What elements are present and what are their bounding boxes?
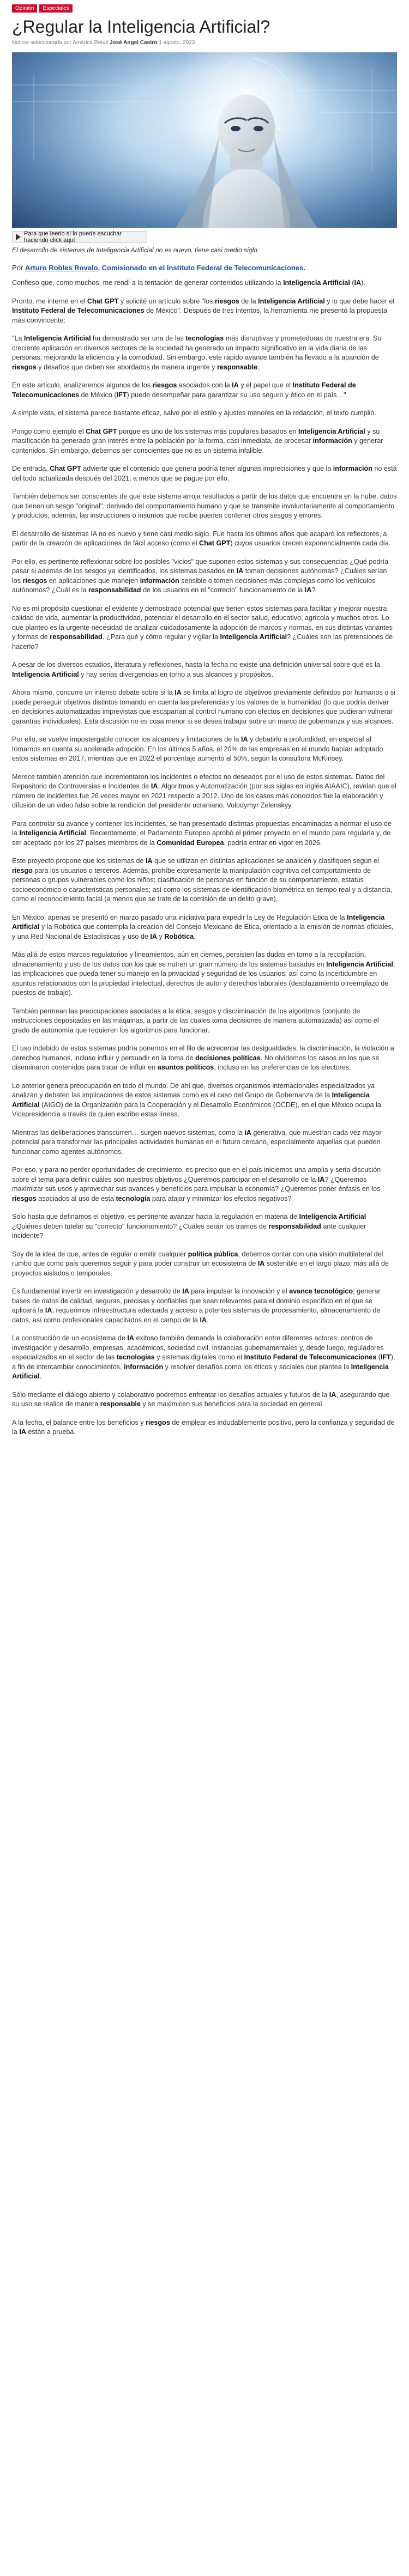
text-run: Por ello, se vuelve impostergable conocer los alcances y limitaciones de la: [12, 736, 242, 743]
text-run: en aplicaciones que manejen: [47, 576, 140, 585]
author-prefix: Por: [12, 264, 23, 272]
article-paragraph: [12, 773, 397, 811]
text-run: (: [350, 279, 354, 287]
text-run: ante cualquier incidente?: [12, 1222, 366, 1240]
bold-term: IA: [182, 1287, 189, 1295]
play-icon: [16, 234, 21, 240]
text-run: . ¿Para qué y cómo regular y vigilar la: [102, 633, 220, 641]
article-paragraph: [12, 492, 397, 521]
byline-author[interactable]: José Angel Castro: [109, 40, 158, 46]
text-run: asociados con la: [177, 381, 232, 389]
text-run: Pronto, me interné en el: [12, 297, 87, 305]
text-run: .: [194, 932, 196, 940]
text-run: y generar contenidos. Sin embargo, debemos ser conscientes que no es un sistema infalible.: [12, 437, 383, 454]
bold-term: Inteligencia Artificial: [258, 297, 325, 305]
text-run: Soy de la idea de que, antes de regular o emitir cualquier: [12, 1250, 188, 1258]
tag-especiales[interactable]: Especiales: [39, 4, 72, 13]
article-paragraph: [12, 735, 397, 764]
article-paragraph: [12, 1082, 397, 1120]
text-run: A pesar de los diversos estudios, literatura y reflexiones, hasta la fecha no existe una definición universal sobre qué es la: [12, 661, 380, 669]
text-run: Es fundamental invertir en investigación y desarrollo de: [12, 1287, 183, 1295]
text-run: También permean las preocupaciones asociadas a la ética, sesgos y discriminación de los algoritmos (conjunto de instrucciones depositadas en las máquinas, a partir de las cuales toma decisiones de manera automatizada) así como el grado de autonomía que requieren los algoritmos para funcionar.: [12, 1007, 379, 1034]
text-run: y se maximicen sus beneficios para la sociedad en general.: [140, 1400, 324, 1408]
article-paragraph: [12, 334, 397, 372]
byline-date: 1 agosto, 2023: [159, 40, 195, 46]
tag-opinion[interactable]: Opinión: [12, 4, 37, 13]
bold-term: Chat GPT: [87, 297, 119, 305]
text-run: de la: [239, 297, 258, 305]
text-run: El desarrollo de sistemas IA no es nuevo y tiene casi medio siglo. Fue hasta los últimos años que acaparó los reflectores, a partir de la creación de aplicaciones de fácil acceso (como el: [12, 530, 387, 547]
text-run: ha demostrado ser una de las: [91, 335, 186, 342]
text-run: ? ¿Queremos maximizar sus usos y aprovechar sus avances y beneficios para impulsar la economía? ¿Queremos poner énfasis en los: [12, 1175, 381, 1193]
article-paragraph: [12, 1250, 397, 1279]
author-line: [12, 264, 397, 272]
text-run: Merece también atención que incrementaron los incidentes o efectos no deseados por el uso de estos sistemas. Datos del Repositorio de Controversias e Incidentes de: [12, 773, 385, 790]
bold-term: Instituto Federal de Telecomunicaciones: [12, 307, 145, 314]
article-paragraph: [12, 856, 397, 904]
text-run: A simple vista, el sistema parece bastante eficaz, salvo por el estilo y ajustes menores en la redacción, el texto cumplió.: [12, 409, 376, 417]
text-run: ) puede desempeñar para garantizar su uso seguro y ético en el país…": [127, 391, 346, 399]
article-paragraph: [12, 1128, 397, 1157]
bold-term: Inteligencia Artificial: [12, 670, 79, 678]
article-paragraph: [12, 297, 397, 326]
bold-term: IA: [45, 1307, 52, 1314]
article-paragraph: [12, 1390, 397, 1409]
text-run: , incluso en las preferencias de los electores.: [214, 1064, 351, 1071]
bold-term: información: [124, 1363, 164, 1371]
byline: [12, 40, 397, 46]
article-paragraph: [12, 427, 397, 456]
text-run: Mientras las deliberaciones transcurren… surgen nuevos sistemas, como la: [12, 1128, 245, 1137]
article-paragraph: [12, 1007, 397, 1036]
text-run: ?: [311, 586, 316, 594]
text-run: . No olvidemos los casos en los que se diseminaron contenidos para tratar de influir en: [12, 1054, 380, 1071]
bold-term: información: [312, 437, 352, 445]
bold-term: información: [333, 465, 372, 472]
text-run: y el papel que el: [238, 381, 293, 389]
text-run: También debemos ser conscientes de que este sistema arroja resultados a partir de los datos que encuentra en la nube, datos que tienen un sesgo "original", derivado del comportamiento humano y que se transmite involuntariamente al comportamiento y productos; además, las instrucciones o insumos que recibe pueden contener otros sesgos y errores.: [12, 493, 397, 519]
bold-term: Inteligencia Artificial: [12, 1363, 389, 1380]
bold-term: Instituto Federal de Telecomunicaciones: [12, 381, 356, 399]
text-run: La construcción de un ecosistema de: [12, 1334, 128, 1342]
text-run: y sistemas digitales como el: [154, 1353, 244, 1361]
text-run: .: [207, 1316, 209, 1324]
bold-term: IA: [317, 1175, 325, 1183]
bold-term: avance tecnológico: [289, 1287, 353, 1295]
text-run: , debemos contar con una visión multilateral del rumbo que como país queremos seguir y para poder construir un ecosistema de: [12, 1250, 383, 1267]
bold-term: responsabilidad: [88, 586, 141, 594]
text-run: toman decisiones autónomas? ¿Cuáles serían los: [12, 567, 387, 585]
author-link[interactable]: Arturo Robles Rovalo: [25, 264, 98, 272]
text-run: ? ¿Cuáles son las pretensiones de hacerlo?: [12, 633, 393, 651]
text-run: ), a fin de intercambiar conocimientos,: [12, 1353, 395, 1371]
text-run: y solicité un artículo sobre "los: [118, 297, 215, 305]
article-paragraph: [12, 409, 397, 418]
article-paragraph: [12, 1287, 397, 1325]
bold-term: Inteligencia Artificial: [12, 913, 385, 931]
text-run: De entrada,: [12, 465, 50, 472]
article-title: ¿Regular la Inteligencia Artificial?: [12, 17, 270, 37]
article-paragraph: [12, 1418, 397, 1437]
bold-term: Inteligencia Artificial: [298, 427, 365, 435]
article-paragraph: [12, 688, 397, 726]
article-paragraph: [12, 530, 397, 549]
listen-audio-button[interactable]: [12, 231, 147, 243]
bold-term: riesgos: [214, 297, 239, 305]
text-run: Más allá de estos marcos regulatorios y lineamientos, aún en ciernes, persisten las dudas en torno a la recopilación, almacenamiento y uso de los datos con los que se nutren un gran número de los sistemas basados en: [12, 951, 366, 968]
text-run: de los usuarios en el "correcto" funcionamiento de la: [141, 586, 305, 594]
text-run: para los usuarios o terceros. Además, prohíbe expresamente la manipulación cognitiva del comportamiento de personas o grupos vulnerables como los niños; clasificación de personas en función de su comportamiento, estatus socioeconómico o características personales; así como los sistemas de identificación biométrica en tiempo real y a distancia, como el reconocimiento facial (a menos que se trate de la comisión de un delito grave).: [12, 866, 393, 903]
bold-term: IFT: [116, 391, 127, 399]
text-run: . Recientemente, el Parlamento Europeo aprobó el primer proyecto en el mundo para regularla y, de ser aceptado por los 27 países miembros de la: [12, 829, 391, 847]
text-run: Lo anterior genera preocupación en todo el mundo. De ahí que, diversos organismos internacionales especializados ya analizan y debaten las implicaciones de estos sistemas como es el caso del Grupo de Gobernanza de la: [12, 1082, 375, 1099]
text-run: No es mi propósito cuestionar el evidente y demostrado potencial que tienen estos sistemas para facilitar y mejorar nuestra calidad de vida, aumentar la productividad, potenciar el desarrollo en el sector salud, educativo, agrícola y muchos otros. Lo que planteo es la urgente necesidad de analizar cuidadosamente la adopción de marcos y normas, en sus distintas variantes y formas de: [12, 604, 393, 641]
bold-term: IA: [354, 279, 362, 287]
text-run: Pongo como ejemplo el: [12, 427, 86, 435]
text-run: ; requerimos infraestructura adecuada y acceso a potentes sistemas de procesamiento, almacenamiento de datos, así como profesionales capacitados en el campo de la: [12, 1307, 381, 1324]
bold-term: tecnologías: [116, 1353, 155, 1361]
bold-term: riesgos: [12, 1194, 37, 1202]
article-paragraph: [12, 604, 397, 652]
text-run: Sólo mediante el diálogo abierto y colaborativo podremos enfrentar los desafíos actuales y futuros de la: [12, 1390, 329, 1399]
bold-term: Inteligencia Artificial: [283, 279, 350, 287]
bold-term: responsabilidad: [50, 633, 103, 641]
bold-term: riesgo: [12, 866, 33, 874]
image-caption: El desarrollo de sistemas de Inteligencia Artificial no es nuevo, tiene casi medio siglo.: [12, 246, 260, 254]
text-run: para impulsar la innovación y el: [189, 1287, 290, 1295]
text-run: ) cuyos usuarios crecen exponencialmente cada día.: [230, 539, 391, 547]
text-run: Este proyecto propone que los sistemas de: [12, 857, 146, 865]
text-run: para atajar y minimizar los efectos negativos?: [150, 1194, 292, 1202]
text-run: ; las implicaciones que pueda tener su manejo en la privacidad y seguridad de los usuarios; así como la incertidumbre en asuntos relacionados con la propiedad intelectual, derechos de autor y derechos laborales (desplazamiento o reemplazo de puestos de trabajo).: [12, 960, 395, 997]
bold-term: IA: [244, 1128, 251, 1137]
category-tags: [12, 4, 397, 13]
text-run: y la Robótica que contempla la creación del Consejo Mexicano de Ética, orientado a la emisión de normas oficiales, y una Red Nacional de Estadísticas y uso de: [12, 923, 394, 940]
text-run: En México, apenas se presentó en marzo pasado una iniciativa para expedir la Ley de Regulación Ética de la: [12, 913, 347, 921]
bold-term: IA: [150, 932, 158, 940]
bold-term: IA: [257, 1260, 265, 1267]
listen-label: Para que leerlo sí lo puede escuchar haciendo click aquí: [24, 230, 122, 244]
bold-term: Inteligencia Artificial: [23, 335, 91, 342]
text-run: Por ello, es pertinente reflexionar sobre los posibles "vicios" que suponen estos sistemas y sus consecuencias ¿Qué podría pasar si además de los sesgos ya identificados, los sistemas basados en: [12, 557, 389, 575]
text-run: y su masificación ha generado gran interés entre la población por la forma, casi inmediata, de procesar: [12, 427, 380, 445]
text-run: ; generar bases de datos de calidad, seguras, precisas y confiables que sean relevantes para el dominio específico en el que se aplicará la: [12, 1287, 381, 1314]
article-paragraph: [12, 464, 397, 483]
text-run: que se utilizan en distintas aplicaciones se analicen y clasifiquen según el: [152, 857, 379, 865]
text-run: Confieso que, como muchos, me rendí a la tentación de generar contenidos utilizando la: [12, 279, 284, 287]
text-run: y hay serias divergencias en torno a sus alcances y propósitos.: [79, 670, 274, 678]
text-run: A la fecha, el balance entre los beneficios y: [12, 1418, 146, 1426]
text-run: y resolver desafíos como los éticos y sociales que plantea la: [163, 1363, 351, 1371]
robot-ai-illustration-icon: [12, 52, 397, 228]
bold-term: Inteligencia Artificial: [12, 1091, 370, 1109]
bold-term: Comunidad Europea: [157, 839, 224, 847]
article-paragraph: [12, 913, 397, 942]
article-paragraph: [12, 950, 397, 998]
bold-term: Inteligencia Artificial: [19, 829, 87, 837]
text-run: advierte que el contenido que genera podría tener algunas imprecisiones y que la: [81, 465, 333, 472]
bold-term: IA: [146, 857, 153, 865]
bold-term: IA: [232, 381, 239, 389]
bold-term: decisiones políticas: [195, 1054, 261, 1062]
text-run: exitoso también demanda la colaboración entre diferentes actores: centros de investigación y desarrollo, empresas, académicos, sociedad civil, instancias gubernamentales y, desde luego, reguladores especializados en el sector de las: [12, 1334, 384, 1361]
text-run: Para controlar su avance y contener los incidentes, se han presentado distintas propuestas encaminadas a normar el uso de la: [12, 819, 392, 837]
bold-term: IA: [236, 567, 244, 575]
bold-term: riesgos: [22, 576, 47, 585]
text-run: se limita al logro de objetivos previamente definidos por humanos o si puede perseguir objetivos distintos tomando en cuenta las preferencias y los valores de la humanidad (lo que podría derivar en decisiones automatizadas imprevistas que escaparían al control humano con efectos en decisiones que pudieran vulnerar garantías individuales). Esta discusión no es cosa menor si se desea trabajar sobre un marco de gobernanza y sus alcances.: [12, 689, 395, 725]
article-paragraph: [12, 278, 397, 288]
bold-term: Inteligencia Artificial: [299, 1213, 366, 1220]
article-paragraph: [12, 819, 397, 848]
bold-term: Chat GPT: [199, 539, 231, 547]
text-run: (: [376, 1353, 381, 1361]
text-run: .: [257, 363, 260, 371]
bold-term: Robótica: [164, 932, 194, 940]
hero-image: [12, 52, 397, 228]
text-run: y debatirlo a profundidad, en especial al tomarnos en cuenta su acelerada adopción. En los últimos 5 años, el 20% de las empresas en el mundo habían adoptado estos sistemas en 2017, mientras que en 2022 el porcentaje aumentó al 50%, según la consultora McKinsey.: [12, 736, 383, 762]
bold-term: IA: [241, 736, 248, 743]
text-run: y: [157, 932, 165, 940]
text-run: y lo que debe hacer el: [324, 297, 395, 305]
byline-prefix: Noticia seleccionada por América Retail: [12, 40, 109, 46]
bold-term: asuntos políticos: [157, 1064, 214, 1071]
text-run: de emplear es indudablemente positivo, pero la confianza y seguridad de la: [12, 1418, 395, 1436]
bold-term: política pública: [188, 1250, 238, 1258]
text-run: ).: [361, 279, 365, 287]
article-paragraph: [12, 660, 397, 679]
text-run: "La: [12, 335, 24, 342]
text-run: no está del todo actualizada después del 2021, a menos que se pague por ello.: [12, 465, 397, 482]
bold-term: tecnologías: [185, 335, 224, 342]
text-run: , podría entrar en vigor en 2026.: [224, 839, 322, 847]
bold-term: Chat GPT: [86, 427, 117, 435]
bold-term: IA: [329, 1390, 336, 1399]
article-paragraph: [12, 1334, 397, 1382]
bold-term: riesgos: [152, 381, 177, 389]
bold-term: Inteligencia Artificial: [326, 960, 393, 968]
bold-term: IA: [200, 1316, 207, 1324]
text-run: sostenible en el largo plazo, más allá de proyectos aislados o temporales.: [12, 1260, 389, 1277]
text-run: Ahora mismo, concurre un intenso debate sobre si la: [12, 689, 175, 696]
bold-term: IA: [304, 586, 312, 594]
text-run: más disruptivas y prometedoras de nuestra era. Su creciente aplicación en diversos sectores de la sociedad ha generado un impacto significativo en la vida diaria de las personas, mejorando la eficiencia y la comodidad. Sin embargo, este rápido avance también ha llevado a la aparición de: [12, 335, 382, 361]
bold-term: Inteligencia Artificial: [220, 633, 287, 641]
bold-term: riesgos: [146, 1418, 170, 1426]
author-role: , Comisionado en el Instituto Federal de Telecomunicaciones.: [98, 264, 305, 272]
article-paragraph: [12, 1044, 397, 1073]
article-paragraph: [12, 1165, 397, 1204]
bold-term: riesgos: [12, 363, 37, 371]
bold-term: tecnología: [116, 1194, 151, 1202]
bold-term: Chat GPT: [50, 465, 81, 472]
bold-term: información: [140, 576, 179, 585]
article-paragraph: [12, 1212, 397, 1241]
bold-term: Instituto Federal de Telecomunicaciones: [244, 1353, 377, 1361]
bold-term: responsabilidad: [268, 1222, 321, 1230]
text-run: , Algoritmos y Automatización (por sus siglas en inglés AIAAIC), revelan que el número de incidentes fue 26 veces mayor en 2021 respecto a 2012. Uno de los casos más conocidos fue la elaboración y difusión de un video falso sobre la rendición del presidente ucraniano, Volodymyr Zelenskyy.: [12, 782, 396, 809]
text-run: Por eso, y para no perder oportunidades de crecimiento, es preciso que en el país iniciemos una amplia y seria discusión sobre el tema para definir cuáles son nuestros objetivos ¿Queremos participar en el desarrollo de la: [12, 1166, 381, 1183]
article-paragraph: [12, 557, 397, 596]
text-run: y desafíos que deben ser abordados de manera urgente y: [36, 363, 217, 371]
text-run: .: [39, 1372, 41, 1380]
bold-term: IA: [151, 782, 158, 790]
text-run: están a prueba.: [26, 1428, 76, 1436]
text-run: , asegurando que su uso se realice de manera: [12, 1390, 390, 1408]
text-run: porque es uno de los sistemas más populares basados en: [117, 427, 299, 435]
bold-term: IA: [19, 1428, 26, 1436]
text-run: asociados al uso de esta: [36, 1194, 116, 1202]
bold-term: responsable: [100, 1400, 141, 1408]
article-body: [12, 278, 397, 1437]
text-run: (AIGO) de la Organización para la Cooperación y el Desarrollo Económicos (OCDE), en el que México ocupa la Vicepresidencia a través de quien escribe estas líneas.: [12, 1101, 381, 1118]
text-run: ¿Quiénes deben tutelar su "correcto" funcionamiento? ¿Cuáles serán los tramos de: [12, 1222, 269, 1230]
text-run: de México". Después de tres intentos, la herramienta me presentó la propuesta más convincente:: [12, 307, 388, 324]
text-run: generativa, que muestran cada vez mayor potencial para transformar las principales actividades humanas en el futuro cercano, especialmente aquellas que pueden funcionar como agentes autónomos.: [12, 1128, 382, 1156]
bold-term: IA: [175, 689, 182, 696]
text-run: de México (: [79, 391, 117, 399]
text-run: El uso indebido de estos sistemas podría ponernos en el filo de acrecentar las desigualdades, la discriminación, la violación a derechos humanos, incluso influir y persuadir en la toma de: [12, 1044, 394, 1062]
text-run: En este artículo, analizaremos algunos de los: [12, 381, 153, 389]
text-run: Sólo hasta que definamos el objetivo, es pertinente avanzar hacia la regulación en materia de: [12, 1213, 299, 1220]
bold-term: responsable: [216, 363, 258, 371]
bold-term: IFT: [380, 1353, 391, 1361]
text-run: sensible o tomen decisiones más complejas como los vehículos autónomos? ¿Cuál es la: [12, 576, 376, 594]
article-paragraph: [12, 381, 397, 400]
bold-term: IA: [127, 1334, 135, 1342]
